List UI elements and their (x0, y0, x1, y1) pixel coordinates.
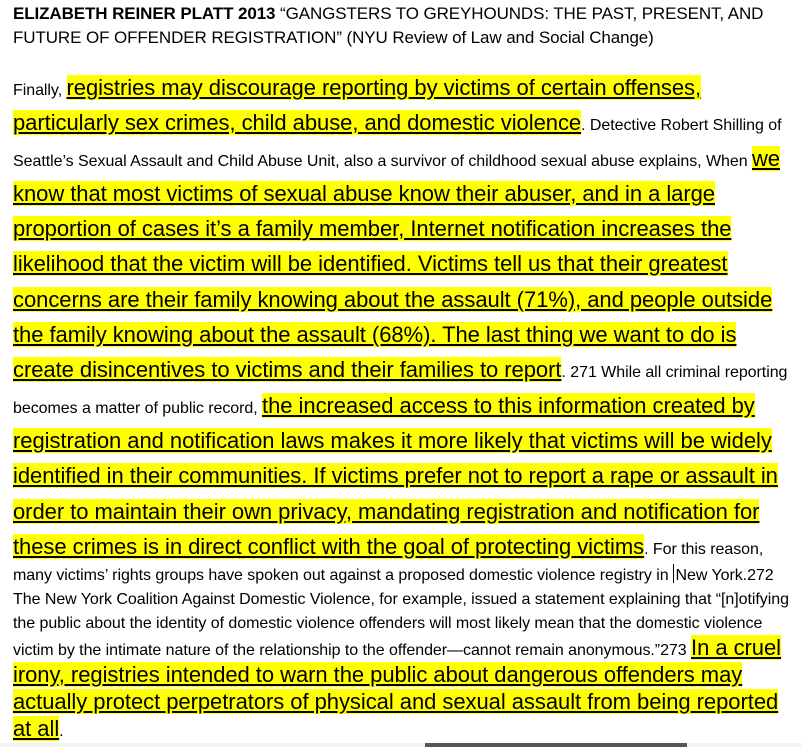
highlighted-text-1: registries may discourage reporting by victims of certain offenses, particularly sex crimes, child abuse, and domestic violence (13, 75, 702, 136)
card-text-5: . (59, 723, 64, 741)
card-text-1: Finally, (13, 82, 67, 99)
citation-title: “GANGSTERS TO GREYHOUNDS: THE PAST, PRESENT, AND FUTURE OF OFFENDER REGISTRATION” (NYU Review of Law and Social Change) (13, 4, 764, 47)
horizontal-scrollbar[interactable] (0, 743, 801, 747)
citation-author: ELIZABETH REINER PLATT 2013 (13, 4, 276, 23)
card-text-3: . 271 While all criminal reporting becomes a matter of public record, (13, 364, 788, 417)
card-text-4a: . For this reason, (644, 540, 764, 558)
highlighted-text-2: we know that most victims of sexual abuse know their abuser, and in a large proportion of cases it’s a family member, Internet notification increases the likelihood that the victim will be identified. Victims tell us that their greatest concerns are their family knowing about the assault (71%), and people outside the family knowing about the assault (68%). The last thing we want to do is create disincentives to victims and their families to report (13, 145, 780, 383)
card-text-4c: New York.272 The New York Coalition Against Domestic Violence, for example, issued a statement explaining that “[n]otifying the public about the identity of domestic violence offenders will most likely mean that the domestic violence victim by the intimate nature of the relationship to the offender—cannot remain anonymous.”273 (13, 567, 789, 660)
card-text-dense (13, 564, 799, 744)
highlighted-text-3: the increased access to this information created by registration and notification laws makes it more likely that victims will be widely identified in their communities. If victims prefer not to report a rape or assault in order to maintain their own privacy, mandating registration and notification for these crimes is in direct conflict with the goal of protecting victims (13, 392, 778, 559)
card-text-2: . Detective Robert Shilling of Seattle’s Sexual Assault and Child Abuse Unit, also a survivor of childhood sexual abuse explains, When (13, 117, 782, 170)
card-citation (13, 2, 798, 50)
scrollbar-thumb[interactable] (425, 743, 687, 747)
card-body[interactable] (13, 72, 799, 746)
card-text-4b: many victims’ rights groups have spoken out against a proposed domestic violence registry in (13, 567, 673, 585)
highlighted-text-4: In a cruel irony, registries intended to warn the public about dangerous offenders may actually protect perpetrators of physical and sexual assault from being reported at all (13, 635, 782, 742)
